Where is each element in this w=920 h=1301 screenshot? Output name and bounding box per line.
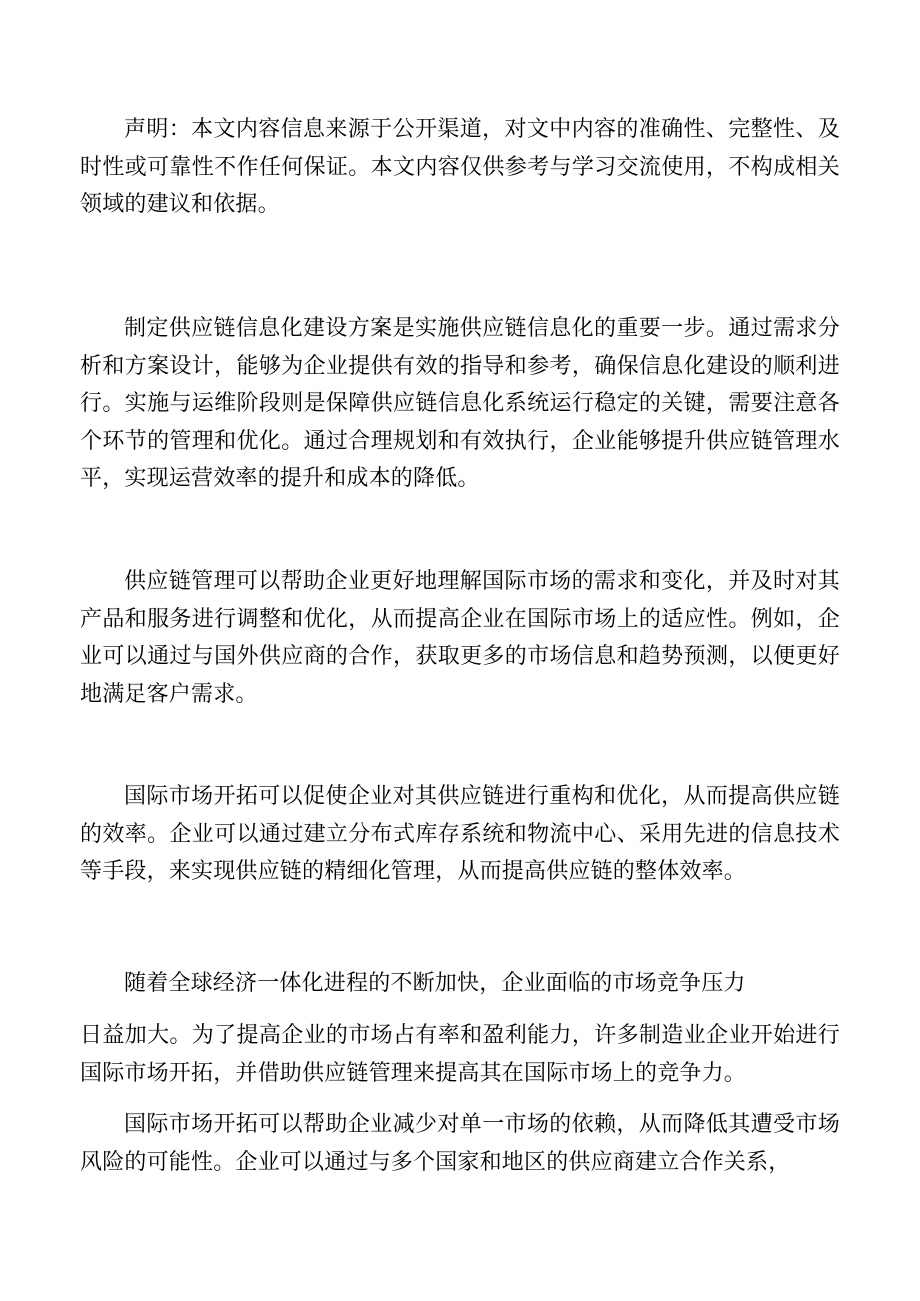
body-paragraph-continuation: 日益加大。为了提高企业的市场占有率和盈利能力，许多制造业企业开始进行国际市场开拓，并借助供应链管理来提高其在国际市场上的竞争力。 — [80, 1023, 840, 1086]
body-paragraph: 国际市场开拓可以帮助企业减少对单一市场的依赖，从而降低其遭受市场风险的可能性。企业可以通过与多个国家和地区的供应商建立合作关系， — [80, 1112, 840, 1175]
body-paragraph: 国际市场开拓可以促使企业对其供应链进行重构和优化，从而提高供应链的效率。企业可以通过建立分布式库存系统和物流中心、采用先进的信息技术等手段，来实现供应链的精细化管理，从而提高供应链的整体效率。 — [80, 784, 840, 884]
body-paragraph: 供应链管理可以帮助企业更好地理解国际市场的需求和变化，并及时对其产品和服务进行调整和优化，从而提高企业在国际市场上的适应性。例如，企业可以通过与国外供应商的合作，获取更多的市场信息和趋势预测，以便更好地满足客户需求。 — [80, 569, 840, 707]
body-paragraph: 随着全球经济一体化进程的不断加快，企业面临的市场竞争压力 — [124, 971, 746, 996]
disclaimer-paragraph: 声明：本文内容信息来源于公开渠道，对文中内容的准确性、完整性、及时性或可靠性不作任何保证。本文内容仅供参考与学习交流使用，不构成相关领域的建议和依据。 — [80, 117, 840, 217]
body-paragraph: 制定供应链信息化建设方案是实施供应链信息化的重要一步。通过需求分析和方案设计，能够为企业提供有效的指导和参考，确保信息化建设的顺利进行。实施与运维阶段则是保障供应链信息化系统运行稳定的关键，需要注意各个环节的管理和优化。通过合理规划和有效执行，企业能够提升供应链管理水平，实现运营效率的提升和成本的降低。 — [80, 316, 840, 491]
